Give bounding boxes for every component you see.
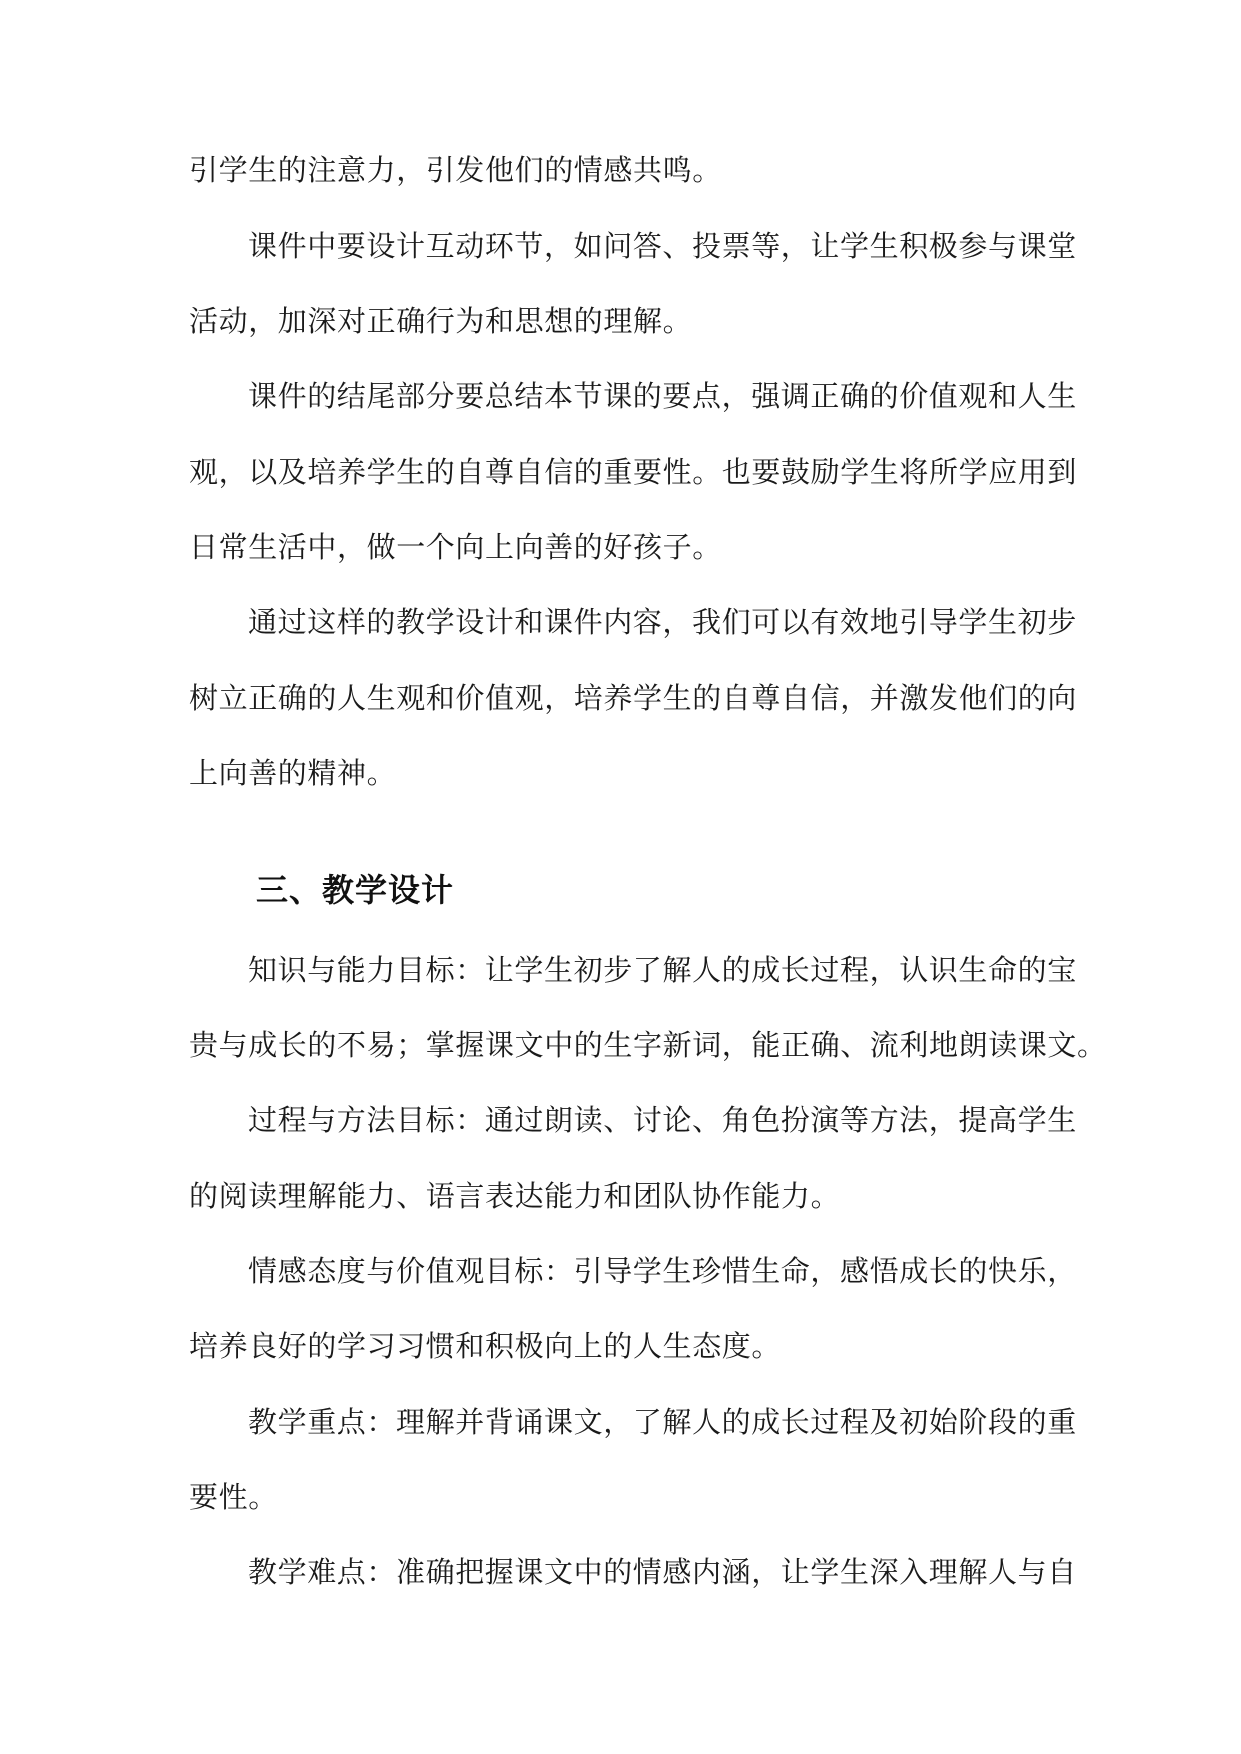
body-text-line: 教学重点：理解并背诵课文，了解人的成长过程及初始阶段的重 <box>248 1405 1077 1439</box>
body-text-line: 引学生的注意力，引发他们的情感共鸣。 <box>189 153 722 187</box>
body-text-line: 要性。 <box>189 1480 278 1514</box>
body-text-line: 培养良好的学习习惯和积极向上的人生态度。 <box>189 1329 782 1363</box>
body-text-line: 观，以及培养学生的自尊自信的重要性。也要鼓励学生将所学应用到 <box>189 455 1078 489</box>
body-text-line: 课件的结尾部分要总结本节课的要点，强调正确的价值观和人生 <box>248 379 1077 413</box>
body-text-line: 上向善的精神。 <box>189 756 397 790</box>
body-text-line: 贵与成长的不易；掌握课文中的生字新词，能正确、流利地朗读课文。 <box>189 1028 1107 1062</box>
body-text-line: 活动，加深对正确行为和思想的理解。 <box>189 304 693 338</box>
body-text-line: 树立正确的人生观和价值观，培养学生的自尊自信，并激发他们的向 <box>189 681 1078 715</box>
section-heading: 三、教学设计 <box>256 871 455 909</box>
body-text-line: 知识与能力目标：让学生初步了解人的成长过程，认识生命的宝 <box>248 953 1077 987</box>
body-text-line: 课件中要设计互动环节，如问答、投票等，让学生积极参与课堂 <box>248 229 1077 263</box>
body-text-line: 通过这样的教学设计和课件内容，我们可以有效地引导学生初步 <box>248 605 1077 639</box>
body-text-line: 过程与方法目标：通过朗读、讨论、角色扮演等方法，提高学生 <box>248 1103 1077 1137</box>
body-text-line: 教学难点：准确把握课文中的情感内涵，让学生深入理解人与自 <box>248 1555 1077 1589</box>
body-text-line: 日常生活中，做一个向上向善的好孩子。 <box>189 530 722 564</box>
body-text-line: 情感态度与价值观目标：引导学生珍惜生命，感悟成长的快乐， <box>248 1254 1077 1288</box>
body-text-line: 的阅读理解能力、语言表达能力和团队协作能力。 <box>189 1179 841 1213</box>
